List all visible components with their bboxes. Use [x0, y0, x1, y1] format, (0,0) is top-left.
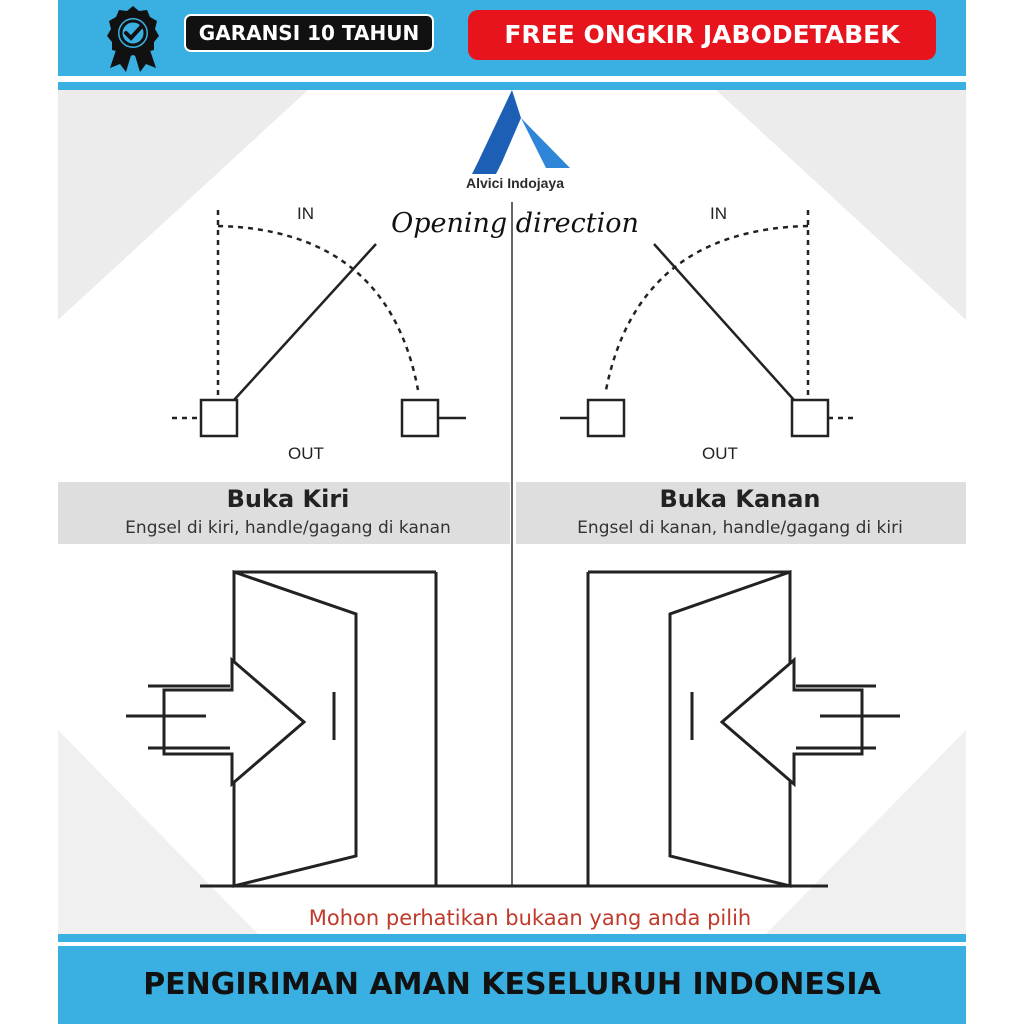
award-ribbon-icon [104, 4, 162, 74]
notice-text: Mohon perhatikan bukaan yang anda pilih [308, 906, 752, 930]
left-panel-subtitle: Engsel di kiri, handle/gagang di kanan [125, 518, 451, 538]
free-shipping-badge: FREE ONGKIR JABODETABEK [468, 10, 936, 60]
left-panel-title: Buka Kiri [226, 485, 350, 513]
diagram-title: Opening direction [391, 208, 639, 239]
right-in-label: IN [710, 204, 727, 223]
right-panel-title: Buka Kanan [659, 485, 821, 513]
bottom-divider-strip [58, 934, 966, 942]
footer-text: PENGIRIMAN AMAN KESELURUH INDONESIA [143, 967, 881, 1002]
left-out-label: OUT [288, 444, 324, 463]
right-panel-subtitle: Engsel di kanan, handle/gagang di kiri [577, 518, 903, 538]
brand-name: Alvici Indojaya [465, 175, 565, 191]
warranty-badge: GARANSI 10 TAHUN [184, 14, 434, 52]
right-out-label: OUT [702, 444, 738, 463]
top-divider-strip [58, 82, 966, 90]
left-in-label: IN [297, 204, 314, 223]
